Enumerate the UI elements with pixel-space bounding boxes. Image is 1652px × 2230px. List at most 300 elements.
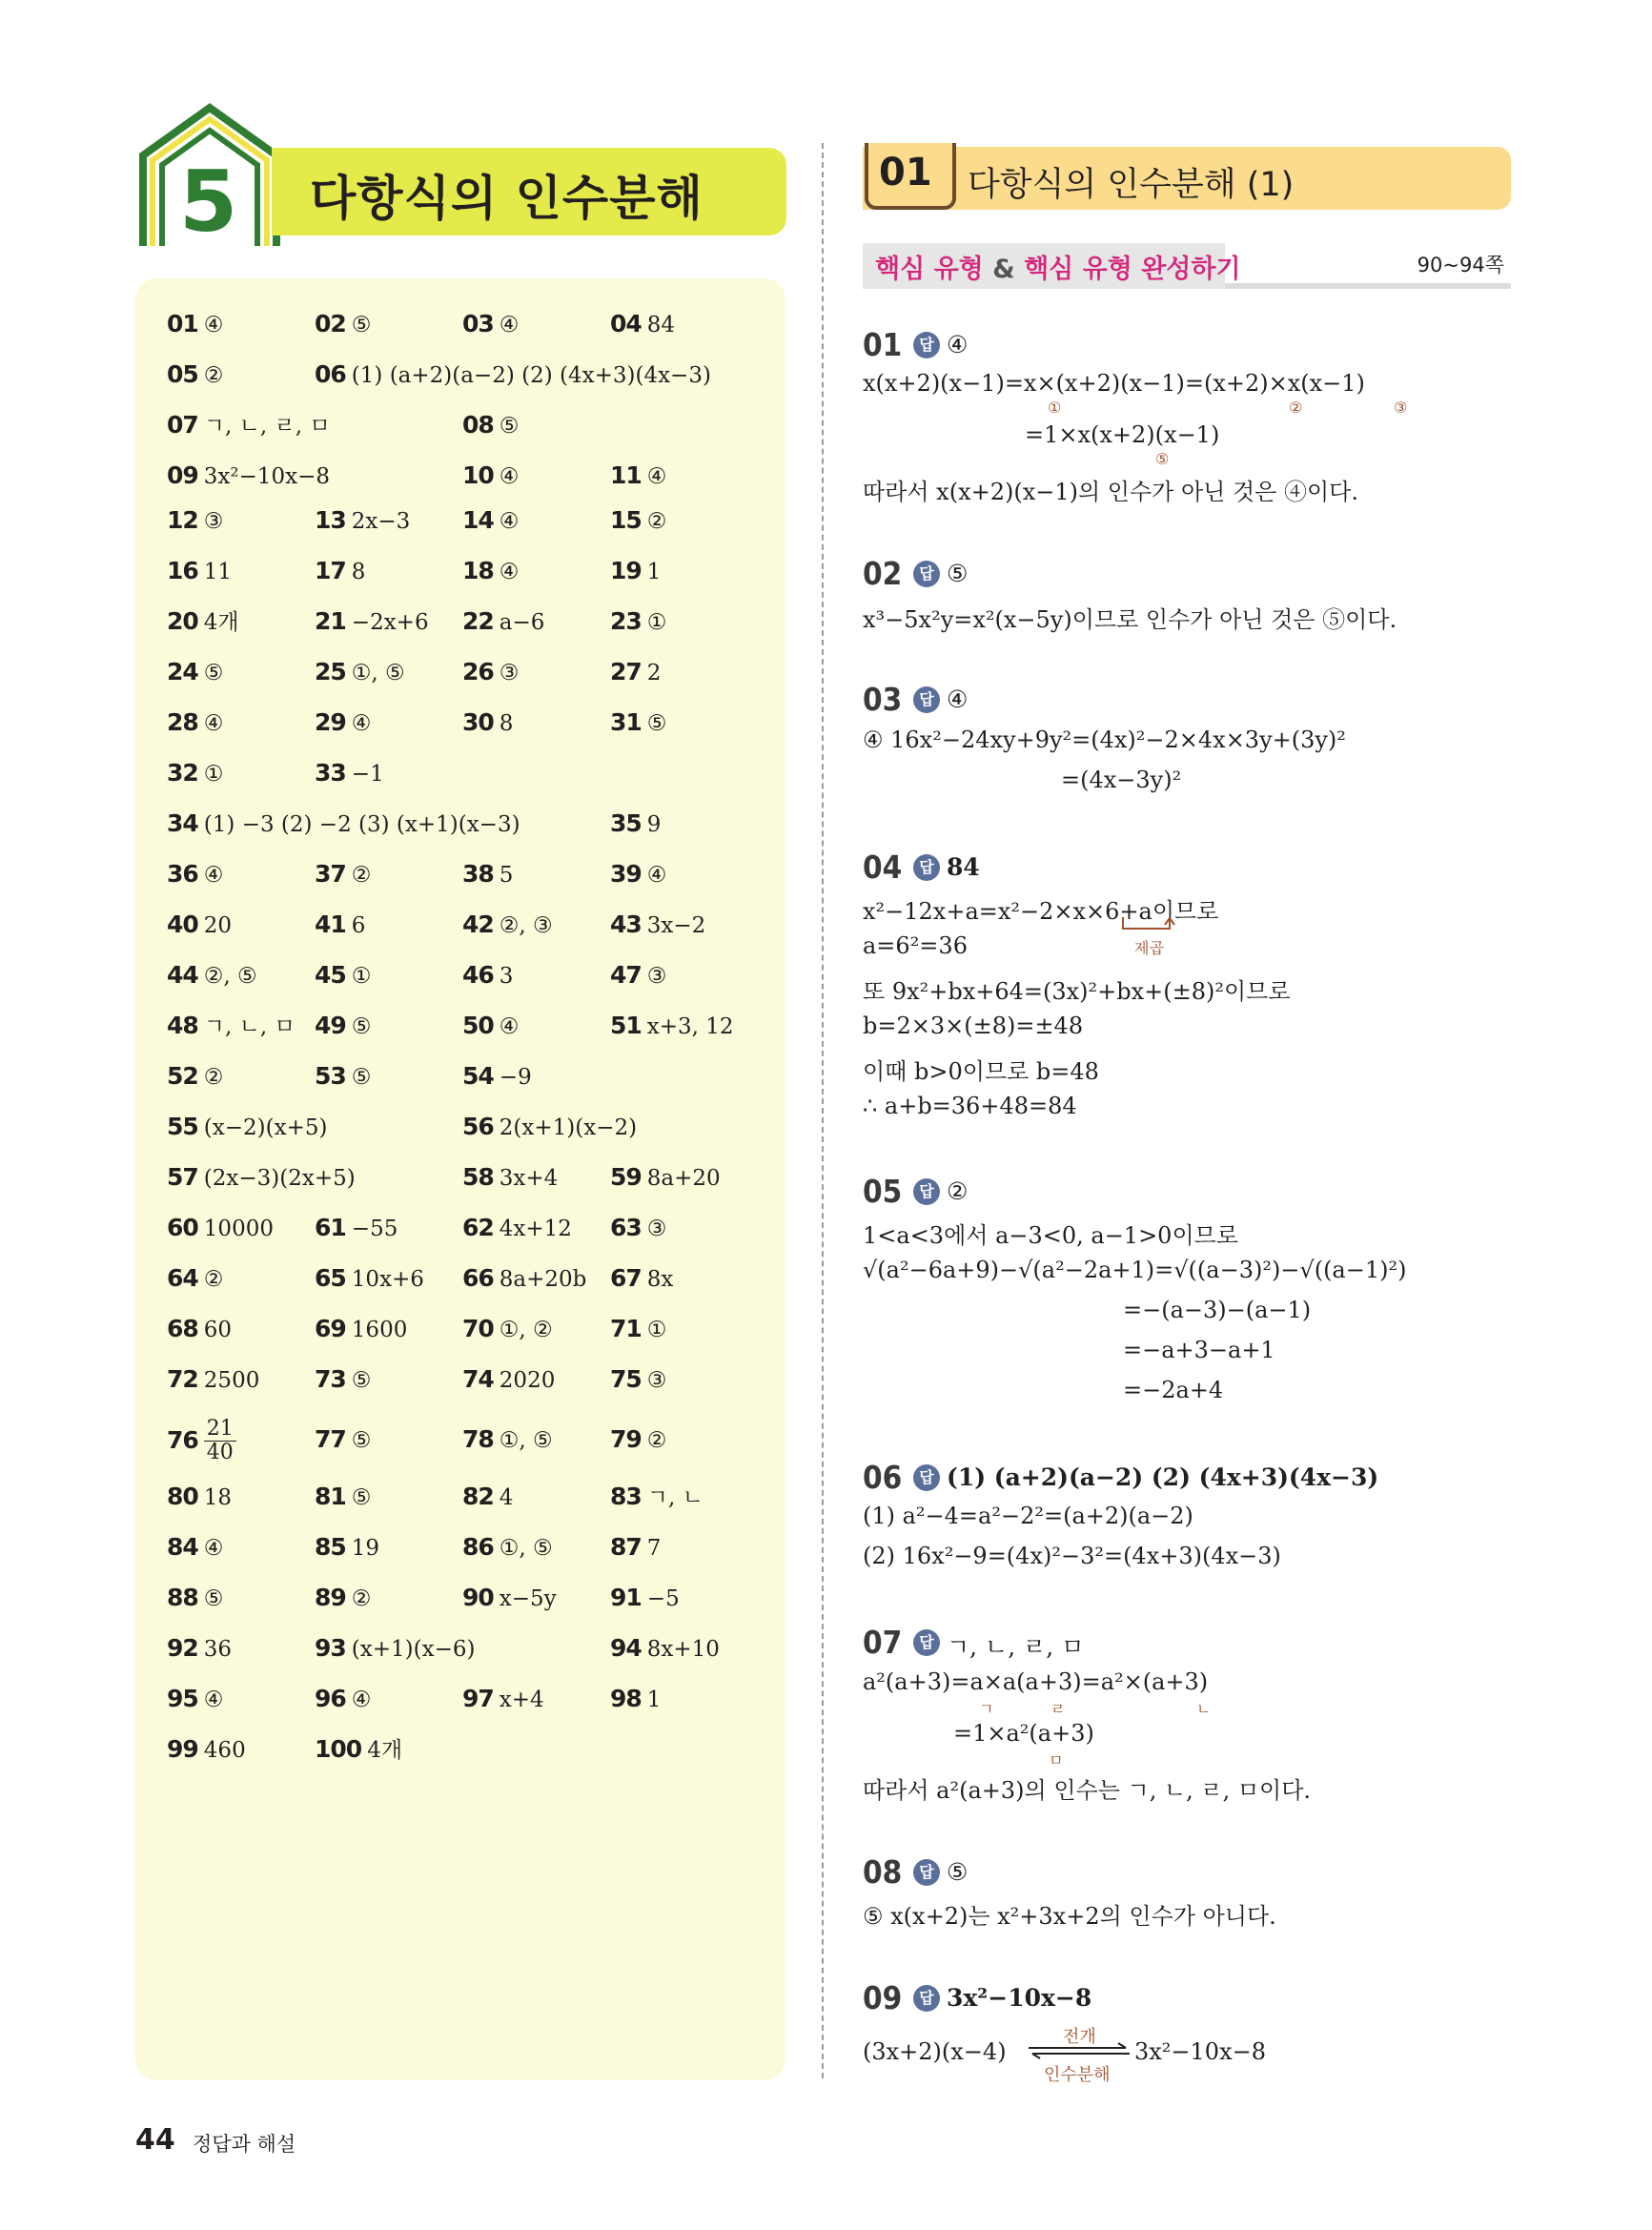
answer-value: 19	[351, 1536, 380, 1561]
answer-value: ㄱ, ㄴ	[646, 1485, 704, 1510]
section-title: 다항식의 인수분해 (1)	[968, 166, 1295, 204]
answer-value: ③	[646, 1368, 667, 1393]
answer-item	[462, 1533, 553, 1563]
answer-value: ④	[203, 863, 224, 888]
answer-value: ④	[351, 711, 372, 736]
type-label	[875, 248, 1241, 285]
solution-line: =1×x(x+2)(x−1)	[1025, 421, 1220, 448]
answer-value: ④	[351, 1688, 372, 1712]
answer-number: 84	[167, 1533, 198, 1561]
factor-mark: ②	[1289, 399, 1303, 417]
answer-value: 1	[646, 560, 662, 584]
footer-text: 정답과 해설	[193, 2133, 296, 2156]
answer-value: (2x−3)(2x+5)	[203, 1166, 356, 1191]
answer-item	[462, 1264, 586, 1294]
answer-badge: 답	[913, 1859, 940, 1886]
answer-value: 5	[499, 863, 514, 888]
solution-line: b=2×3×(±8)=±48	[863, 1013, 1084, 1039]
answer-item	[167, 1214, 274, 1243]
answer-item	[315, 1533, 379, 1563]
answer-item	[315, 1425, 371, 1455]
answer-value: ⑤	[351, 1014, 372, 1039]
answer-number: 72	[167, 1365, 198, 1393]
answer-item	[610, 1584, 680, 1613]
answer-value: ④	[499, 464, 520, 489]
solution-line: ⑤ x(x+2)는 x²+3x+2의 인수가 아니다.	[863, 1903, 1276, 1930]
answer-value: −2x+6	[351, 610, 429, 635]
answer-value: ④	[203, 711, 224, 736]
answer-item	[167, 557, 232, 586]
answer-item	[610, 607, 666, 637]
page-range: 90~94쪽	[1417, 254, 1504, 276]
answer-item	[610, 809, 661, 839]
solution-line: 1<a<3에서 a−3<0, a−1>0이므로	[863, 1222, 1239, 1249]
answer-number: 27	[610, 658, 642, 685]
answer-item	[610, 1634, 720, 1664]
answer-number: 19	[610, 557, 642, 584]
double-arrow-icon	[1027, 2042, 1132, 2059]
solution-line: 따라서 x(x+2)(x−1)의 인수가 아닌 것은 ④이다.	[863, 479, 1358, 505]
answer-item	[167, 461, 330, 491]
expansion-left: (3x+2)(x−4)	[863, 2038, 1007, 2065]
answer-value: −9	[499, 1065, 532, 1090]
answer-item	[610, 961, 666, 991]
answer-number: 73	[315, 1365, 346, 1393]
answer-number: 10	[462, 461, 494, 489]
answer-value: ④	[646, 863, 667, 888]
answer-number: 35	[610, 809, 642, 837]
answer-item	[610, 1012, 734, 1041]
answer-number: 32	[167, 759, 198, 787]
answer-number: 69	[315, 1315, 346, 1342]
answer-value: ③	[646, 964, 667, 989]
answer-number: 45	[315, 961, 346, 989]
answer-value: ③	[646, 1217, 667, 1241]
answer-value: a−6	[499, 610, 545, 635]
answer-item	[167, 1315, 232, 1344]
answer-number: 100	[315, 1735, 362, 1763]
answer-number: 93	[315, 1634, 346, 1662]
answer-number: 71	[610, 1315, 642, 1342]
answer-number: 48	[167, 1012, 198, 1039]
answer-item	[167, 1163, 356, 1193]
answer-value: 8x	[646, 1267, 674, 1292]
answer-item	[462, 411, 519, 440]
answer-item	[610, 1214, 666, 1243]
answer-item	[167, 708, 223, 738]
question-number: 09	[863, 1979, 903, 2016]
answer-value: (1) (a+2)(a−2) (2) (4x+3)(4x−3)	[947, 1463, 1379, 1491]
solution-line: a²(a+3)=a×a(a+3)=a²×(a+3)	[863, 1668, 1209, 1695]
answer-number: 06	[315, 360, 346, 388]
fraction	[204, 1418, 236, 1464]
answer-item	[462, 1425, 553, 1455]
answer-number: 87	[610, 1533, 642, 1561]
answer-number: 05	[167, 360, 198, 388]
answer-item	[315, 1634, 475, 1664]
answer-item	[462, 860, 513, 890]
answer-item	[315, 1483, 371, 1512]
answer-value: −5	[646, 1586, 680, 1611]
factor-mark: ⑤	[1155, 450, 1170, 468]
answer-item	[462, 708, 513, 738]
answer-value: 7	[646, 1536, 662, 1561]
answer-number: 53	[315, 1062, 346, 1090]
answer-value: x−5y	[499, 1586, 557, 1611]
answer-number: 08	[462, 411, 494, 439]
answer-number: 56	[462, 1113, 494, 1140]
answer-number: 83	[610, 1483, 642, 1510]
answer-item	[315, 1012, 371, 1041]
answer-value: 3	[499, 964, 514, 989]
answer-value: 4x+12	[499, 1217, 572, 1241]
type-label-b: 핵심 유형 완성하기	[1024, 255, 1241, 284]
answer-value: (1) −3 (2) −2 (3) (x+1)(x−3)	[203, 812, 520, 837]
solution-line: ④ 16x²−24xy+9y²=(4x)²−2×4x×3y+(3y)²	[863, 726, 1346, 753]
answer-item	[462, 461, 519, 491]
answer-number: 49	[315, 1012, 346, 1039]
answer-value: ④	[499, 509, 520, 534]
answer-value: ②	[351, 1586, 372, 1611]
answer-item	[610, 461, 666, 491]
answer-number: 61	[315, 1214, 346, 1241]
type-amp: &	[992, 255, 1015, 284]
answer-value: −55	[351, 1217, 398, 1241]
answer-value: 460	[203, 1738, 246, 1763]
answer-badge: 답	[913, 686, 940, 713]
answer-number: 34	[167, 809, 198, 837]
answer-value: ②	[646, 1428, 667, 1453]
answer-number: 28	[167, 708, 198, 736]
answer-value: 36	[203, 1637, 233, 1662]
solution-line: ∴ a+b=36+48=84	[863, 1093, 1077, 1119]
answer-item	[315, 310, 371, 339]
answer-value: ⑤	[351, 313, 372, 338]
solution-line: √(a²−6a+9)−√(a²−2a+1)=√((a−3)²)−√((a−1)²)	[863, 1257, 1407, 1283]
solution-line: =(4x−3y)²	[1061, 767, 1182, 793]
answer-value: 10x+6	[351, 1267, 424, 1292]
answer-value: ㄱ, ㄴ, ㄹ, ㅁ	[203, 414, 331, 439]
answer-value: ②, ③	[499, 913, 553, 938]
answer-number: 41	[315, 910, 346, 938]
answer-number: 85	[315, 1533, 346, 1561]
answer-value: 9	[646, 812, 662, 837]
answer-number: 64	[167, 1264, 198, 1292]
answer-item	[315, 961, 371, 991]
answer-number: 04	[610, 310, 642, 338]
answer-item	[315, 1735, 402, 1765]
answer-item	[610, 1533, 661, 1563]
answer-item	[167, 1685, 223, 1714]
answer-number: 99	[167, 1735, 198, 1763]
question-number: 07	[863, 1624, 903, 1661]
answer-number: 79	[610, 1425, 642, 1453]
answer-item	[462, 1315, 553, 1344]
answer-number: 98	[610, 1685, 642, 1712]
answer-value: ⑤	[947, 560, 969, 587]
answer-number: 21	[315, 607, 346, 635]
section-number: 01	[879, 151, 932, 194]
question-number: 08	[863, 1853, 903, 1891]
answer-value: ②	[203, 363, 224, 388]
answer-value: ④	[947, 331, 969, 358]
answer-number: 86	[462, 1533, 494, 1561]
answer-number: 43	[610, 910, 642, 938]
factor-mark: ㄹ	[1050, 1700, 1066, 1718]
answer-number: 55	[167, 1113, 198, 1140]
answer-value: 6	[351, 913, 366, 938]
chapter-title: 다항식의 인수분해	[310, 171, 704, 226]
question-number: 05	[863, 1173, 903, 1210]
answer-item	[462, 1584, 557, 1613]
answer-number: 38	[462, 860, 494, 888]
answer-value: ④	[499, 560, 520, 584]
answer-value: 3x²−10x−8	[203, 464, 331, 489]
answer-item	[315, 1264, 424, 1294]
answer-value: 1	[646, 1688, 662, 1712]
solution-line: =−2a+4	[1123, 1377, 1224, 1403]
type-label-a: 핵심 유형	[875, 255, 984, 284]
answer-number: 11	[610, 461, 642, 489]
answer-item	[610, 506, 666, 536]
answer-value: 8	[499, 711, 514, 736]
question-number: 06	[863, 1459, 903, 1496]
solution-line: 또 9x²+bx+64=(3x)²+bx+(±8)²이므로	[863, 978, 1291, 1005]
answer-number: 68	[167, 1315, 198, 1342]
answer-value: 60	[203, 1318, 233, 1342]
answer-item	[167, 411, 331, 440]
answer-number: 30	[462, 708, 494, 736]
square-bracket-arrow	[1120, 917, 1177, 938]
answer-value: ③	[203, 509, 224, 534]
answer-item	[315, 506, 410, 536]
answer-item	[610, 1264, 673, 1294]
answer-number: 23	[610, 607, 642, 635]
answer-value: ⑤	[499, 414, 520, 439]
page-number: 44	[135, 2123, 175, 2157]
answer-number: 16	[167, 557, 198, 584]
answer-item	[610, 1425, 666, 1455]
answer-number: 59	[610, 1163, 642, 1191]
answer-badge: 답	[913, 1178, 940, 1205]
answer-item	[167, 1735, 246, 1765]
question-number: 03	[863, 681, 903, 718]
answer-value: 4개	[203, 610, 239, 635]
answer-number: 01	[167, 310, 198, 338]
answer-number: 96	[315, 1685, 346, 1712]
answer-value: 3x²−10x−8	[947, 1984, 1092, 2012]
answer-item	[462, 310, 519, 339]
answer-value: 2500	[203, 1368, 260, 1393]
answer-value: ②	[203, 1065, 224, 1090]
answer-item	[167, 910, 232, 940]
answer-number: 66	[462, 1264, 494, 1292]
answer-item	[462, 1365, 555, 1395]
answer-value: 8a+20	[646, 1166, 721, 1191]
answer-value: x+3, 12	[646, 1014, 734, 1039]
solution-line: (1) a²−4=a²−2²=(a+2)(a−2)	[863, 1503, 1193, 1529]
answer-number: 39	[610, 860, 642, 888]
answer-item	[610, 1315, 666, 1344]
answer-number: 18	[462, 557, 494, 584]
answer-value: ②	[646, 509, 667, 534]
answer-number: 13	[315, 506, 346, 534]
answer-number: 76	[167, 1425, 198, 1454]
answer-item	[167, 961, 257, 991]
answer-item	[610, 310, 675, 339]
answer-number: 50	[462, 1012, 494, 1039]
answer-item	[315, 1685, 371, 1714]
answer-item	[462, 607, 544, 637]
solution-line: 이때 b>0이므로 b=48	[863, 1058, 1099, 1085]
expand-label: 전개	[1063, 2027, 1096, 2047]
answer-number: 26	[462, 658, 494, 685]
answer-value: 18	[203, 1485, 233, 1510]
solution-line: a=6²=36	[863, 932, 968, 959]
answer-value: ⑤	[203, 661, 224, 685]
solution-line: =−(a−3)−(a−1)	[1123, 1297, 1312, 1323]
answer-item	[167, 1634, 232, 1664]
answer-value: ①, ②	[499, 1318, 553, 1342]
answer-value: ⑤	[646, 711, 667, 736]
answer-badge: 답	[913, 332, 940, 358]
answer-number: 95	[167, 1685, 198, 1712]
answer-value: ①	[646, 1318, 667, 1342]
answer-number: 97	[462, 1685, 494, 1712]
answer-number: 88	[167, 1584, 198, 1611]
answer-item	[462, 1483, 513, 1512]
factor-mark: ㄱ	[979, 1700, 994, 1718]
answer-number: 70	[462, 1315, 494, 1342]
answer-item	[315, 910, 365, 940]
answer-item	[610, 1163, 721, 1193]
answer-value: 10000	[203, 1217, 274, 1241]
answer-number: 51	[610, 1012, 642, 1039]
answer-item	[462, 557, 519, 586]
answer-number: 07	[167, 411, 198, 439]
answer-value: 2x−3	[351, 509, 411, 534]
solution-line: =−a+3−a+1	[1123, 1337, 1275, 1363]
answer-number: 78	[462, 1425, 494, 1453]
answer-value: 2	[646, 661, 662, 685]
answer-number: 91	[610, 1584, 642, 1611]
answer-number: 46	[462, 961, 494, 989]
answer-number: 63	[610, 1214, 642, 1241]
answer-number: 42	[462, 910, 494, 938]
answer-number: 89	[315, 1584, 346, 1611]
answer-number: 65	[315, 1264, 346, 1292]
answer-item	[315, 759, 384, 788]
answer-number: 82	[462, 1483, 494, 1510]
solution-line: 따라서 a²(a+3)의 인수는 ㄱ, ㄴ, ㄹ, ㅁ이다.	[863, 1777, 1312, 1804]
answer-value: 4	[499, 1485, 514, 1510]
answer-value: ②	[351, 863, 372, 888]
answer-value: 84	[947, 853, 980, 881]
answer-number: 40	[167, 910, 198, 938]
answer-number: 17	[315, 557, 346, 584]
answer-value: ⑤	[947, 1858, 969, 1886]
answer-value: ⑤	[351, 1428, 372, 1453]
answer-number: 77	[315, 1425, 346, 1453]
answer-value: ①, ⑤	[499, 1428, 553, 1453]
answer-badge: 답	[913, 1629, 940, 1656]
answer-value: ④	[203, 1536, 224, 1561]
answer-value: 3x−2	[646, 913, 706, 938]
answer-item	[167, 1483, 232, 1512]
answer-item	[610, 658, 661, 687]
expansion-right: 3x²−10x−8	[1134, 2038, 1266, 2065]
answer-item	[610, 1365, 666, 1395]
answer-item	[167, 1533, 223, 1563]
answer-number: 47	[610, 961, 642, 989]
answer-value: 1600	[351, 1318, 408, 1342]
answer-value: −1	[351, 762, 384, 787]
answer-item	[315, 1214, 398, 1243]
fraction-denominator: 40	[206, 1441, 234, 1464]
factor-mark: ①	[1048, 399, 1062, 417]
factor-mark: ③	[1394, 399, 1408, 417]
answer-value: 8x+10	[646, 1637, 720, 1662]
answer-value: ③	[499, 661, 520, 685]
answer-number: 31	[610, 708, 642, 736]
answer-number: 33	[315, 759, 346, 787]
answer-value: 20	[203, 913, 233, 938]
answer-item	[167, 658, 223, 687]
answer-value: ⑤	[351, 1485, 372, 1510]
answer-item	[315, 1584, 371, 1613]
answer-number: 74	[462, 1365, 494, 1393]
answer-item	[462, 1214, 572, 1243]
answer-item	[315, 557, 365, 586]
answer-number: 52	[167, 1062, 198, 1090]
answer-badge: 답	[913, 561, 940, 587]
answer-item	[610, 1685, 661, 1714]
answer-item	[610, 910, 705, 940]
answer-number: 90	[462, 1584, 494, 1611]
answer-value: ④	[646, 464, 667, 489]
answer-item	[167, 759, 223, 788]
answer-item	[167, 310, 223, 339]
answer-number: 24	[167, 658, 198, 685]
answer-number: 67	[610, 1264, 642, 1292]
answer-item	[167, 506, 223, 536]
solution-line: (2) 16x²−9=(4x)²−3²=(4x+3)(4x−3)	[863, 1543, 1281, 1569]
question-number: 01	[863, 326, 903, 363]
answer-number: 12	[167, 506, 198, 534]
answer-value: ②	[947, 1177, 969, 1205]
answer-item	[167, 1418, 236, 1464]
question-number: 02	[863, 555, 903, 592]
answer-number: 25	[315, 658, 346, 685]
answer-value: ②	[203, 1267, 224, 1292]
answer-number: 20	[167, 607, 198, 635]
answer-value: ①	[351, 964, 372, 989]
answer-value: ①, ⑤	[351, 661, 405, 685]
answer-item	[462, 506, 519, 536]
answer-item	[462, 910, 553, 940]
answer-item	[315, 360, 711, 390]
answer-item	[462, 1163, 558, 1193]
column-divider	[822, 143, 824, 2078]
answer-number: 14	[462, 506, 494, 534]
answer-item	[462, 961, 513, 991]
answer-item	[167, 1264, 223, 1294]
answer-number: 94	[610, 1634, 642, 1662]
answer-number: 36	[167, 860, 198, 888]
answer-value: 2020	[499, 1368, 556, 1393]
answer-value: 4개	[367, 1738, 403, 1763]
answer-number: 22	[462, 607, 494, 635]
